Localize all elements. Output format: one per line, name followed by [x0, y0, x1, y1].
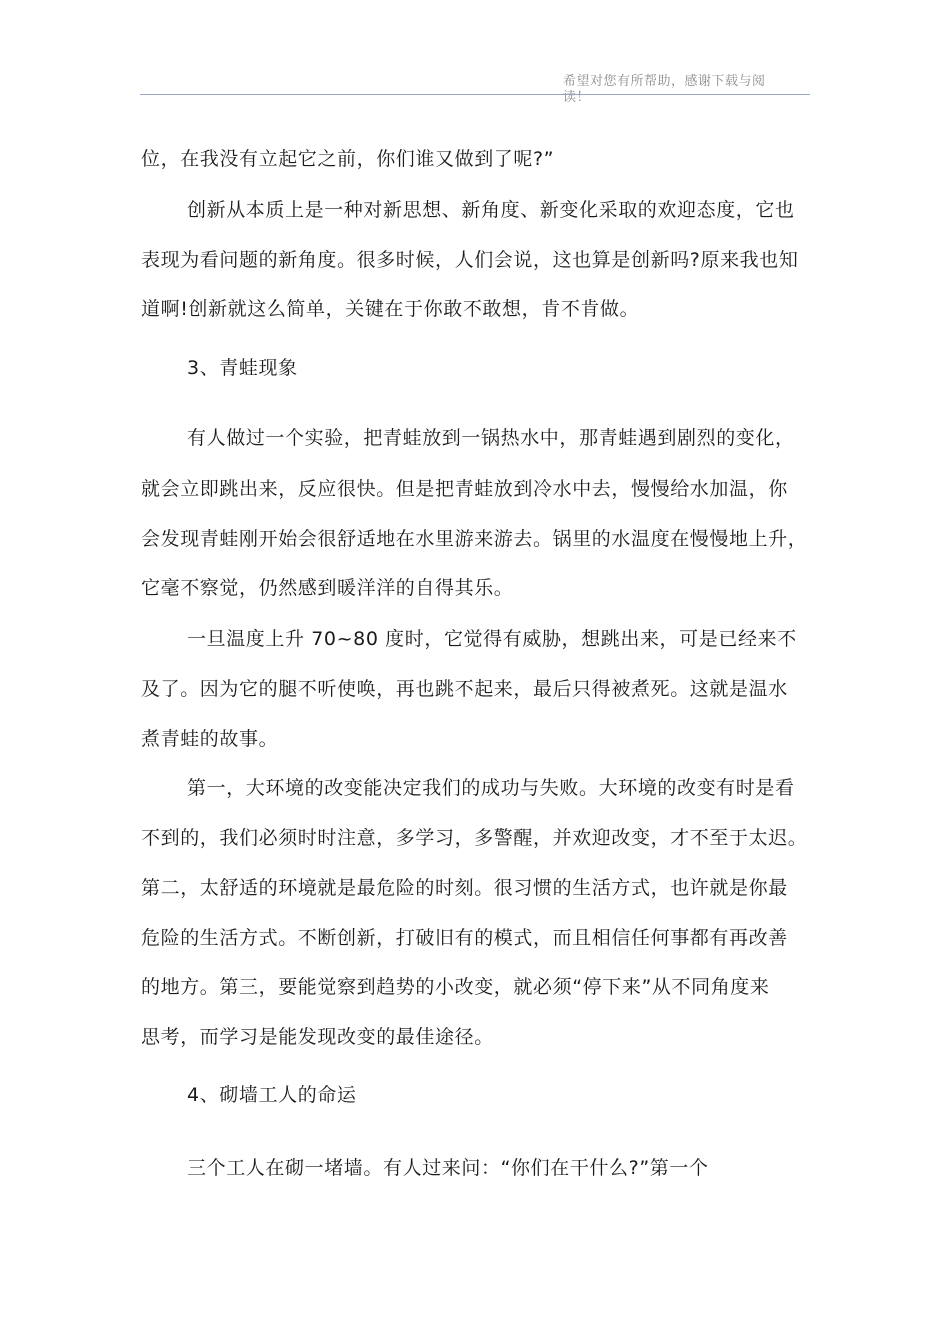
paragraph-line: 危险的生活方式。不断创新，打破旧有的模式，而且相信任何事都有再改善	[141, 927, 788, 949]
paragraph-line: 的地方。第三，要能觉察到趋势的小改变，就必须“停下来”从不同角度来	[141, 976, 770, 998]
paragraph-line: 第二，太舒适的环境就是最危险的时刻。很习惯的生活方式，也许就是你最	[141, 877, 788, 899]
paragraph-line: 有人做过一个实验，把青蛙放到一锅热水中，那青蛙遇到剧烈的变化，	[187, 427, 795, 449]
paragraph-line: 会发现青蛙刚开始会很舒适地在水里游来游去。锅里的水温度在慢慢地上升，	[141, 528, 808, 550]
paragraph-line: 及了。因为它的腿不听使唤，再也跳不起来，最后只得被煮死。这就是温水	[141, 678, 788, 700]
paragraph-line: 它毫不察觉，仍然感到暖洋洋的自得其乐。	[141, 577, 514, 599]
paragraph-line: 一旦温度上升 70~80 度时，它觉得有威胁，想跳出来，可是已经来不	[187, 628, 797, 650]
header-divider	[140, 94, 810, 95]
header-note	[563, 74, 813, 106]
paragraph-line: 煮青蛙的故事。	[141, 728, 279, 750]
header-note-line-2: 读！	[563, 90, 591, 105]
paragraph-line: 道啊!创新就这么简单，关键在于你敢不敢想，肯不肯做。	[141, 298, 640, 320]
section-heading: 3、青蛙现象	[187, 357, 298, 379]
section-heading: 4、砌墙工人的命运	[187, 1084, 357, 1106]
paragraph-line: 第一，大环境的改变能决定我们的成功与失败。大环境的改变有时是看	[187, 777, 795, 799]
paragraph-line: 表现为看问题的新角度。很多时候，人们会说，这也算是创新吗?原来我也知	[141, 249, 799, 271]
paragraph-line: 思考，而学习是能发现改变的最佳途径。	[141, 1026, 494, 1048]
paragraph-line: 创新从本质上是一种对新思想、新角度、新变化采取的欢迎态度，它也	[187, 199, 795, 221]
paragraph-line: 位，在我没有立起它之前，你们谁又做到了呢?”	[141, 148, 555, 170]
paragraph-line: 就会立即跳出来，反应很快。但是把青蛙放到冷水中去，慢慢给水加温，你	[141, 478, 788, 500]
paragraph-line: 三个工人在砌一堵墙。有人过来问：“你们在干什么?”第一个	[187, 1157, 709, 1179]
header-note-line-1: 希望对您有所帮助，感谢下载与阅	[563, 74, 766, 89]
paragraph-line: 不到的，我们必须时时注意，多学习，多警醒，并欢迎改变，才不至于太迟。	[141, 827, 808, 849]
